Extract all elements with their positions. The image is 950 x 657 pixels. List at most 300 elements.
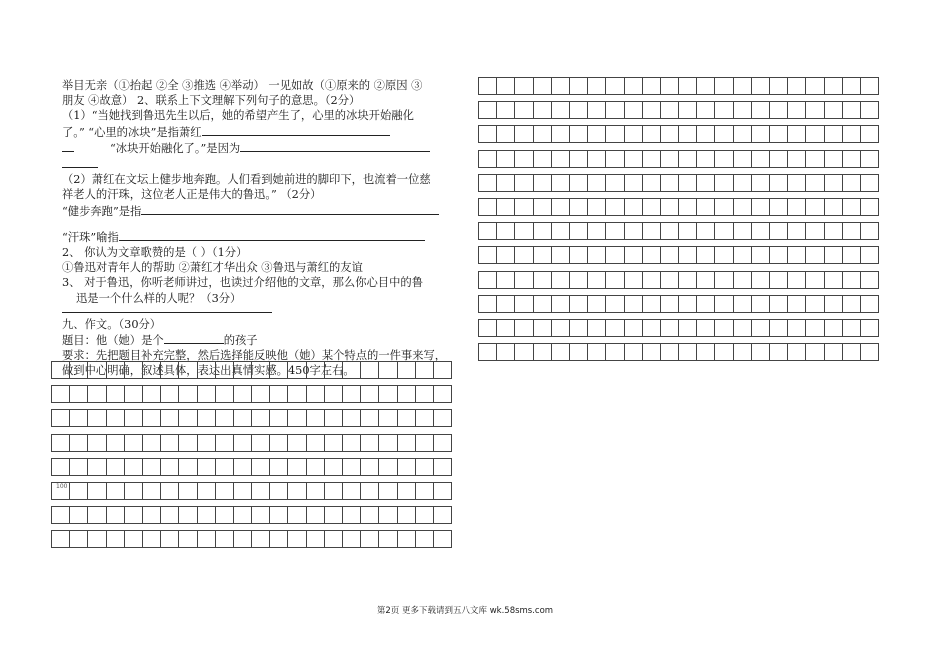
grid-cell[interactable] xyxy=(679,78,697,95)
grid-cell[interactable] xyxy=(679,150,697,167)
grid-cell[interactable] xyxy=(215,410,233,427)
grid-cell[interactable] xyxy=(733,271,751,288)
grid-cell[interactable] xyxy=(697,78,715,95)
grid-cell[interactable] xyxy=(533,295,551,312)
grid-cell[interactable] xyxy=(824,198,842,215)
grid-cell[interactable] xyxy=(733,126,751,143)
grid-cell[interactable] xyxy=(588,319,606,336)
grid-cell[interactable] xyxy=(88,458,106,475)
grid-cell[interactable] xyxy=(479,198,497,215)
grid-cell[interactable] xyxy=(106,434,124,451)
grid-cell[interactable] xyxy=(824,271,842,288)
grid-cell[interactable] xyxy=(788,223,806,240)
grid-cell[interactable] xyxy=(606,271,624,288)
grid-cell[interactable] xyxy=(415,482,433,499)
grid-cell[interactable] xyxy=(515,223,533,240)
grid-row[interactable] xyxy=(478,77,879,95)
grid-cell[interactable] xyxy=(733,198,751,215)
grid-cell[interactable] xyxy=(479,126,497,143)
grid-cell[interactable] xyxy=(569,319,587,336)
grid-cell[interactable] xyxy=(624,174,642,191)
grid-cell[interactable] xyxy=(642,247,660,264)
grid-cell[interactable] xyxy=(515,198,533,215)
grid-cell[interactable] xyxy=(733,150,751,167)
grid-cell[interactable] xyxy=(515,247,533,264)
grid-cell[interactable] xyxy=(306,507,324,524)
grid-cell[interactable] xyxy=(106,410,124,427)
grid-cell[interactable] xyxy=(806,271,824,288)
grid-cell[interactable] xyxy=(660,295,678,312)
grid-cell[interactable] xyxy=(161,362,179,379)
grid-cell[interactable] xyxy=(660,174,678,191)
grid-cell[interactable] xyxy=(788,198,806,215)
answer-blank-4[interactable] xyxy=(119,229,425,241)
grid-cell[interactable] xyxy=(252,362,270,379)
grid-cell[interactable] xyxy=(479,271,497,288)
grid-cell[interactable] xyxy=(142,531,160,548)
grid-cell[interactable] xyxy=(288,482,306,499)
grid-cell[interactable] xyxy=(569,102,587,119)
grid-cell[interactable] xyxy=(270,482,288,499)
grid-row[interactable] xyxy=(478,101,879,119)
grid-cell[interactable] xyxy=(306,386,324,403)
grid-cell[interactable] xyxy=(197,362,215,379)
grid-cell[interactable] xyxy=(161,410,179,427)
grid-cell[interactable] xyxy=(569,150,587,167)
grid-cell[interactable] xyxy=(288,386,306,403)
grid-cell[interactable] xyxy=(479,295,497,312)
grid-cell[interactable] xyxy=(179,531,197,548)
grid-cell[interactable] xyxy=(660,150,678,167)
grid-row[interactable] xyxy=(51,506,452,524)
grid-cell[interactable] xyxy=(751,223,769,240)
grid-row[interactable] xyxy=(51,458,452,476)
grid-cell[interactable] xyxy=(606,102,624,119)
grid-cell[interactable] xyxy=(197,482,215,499)
grid-cell[interactable] xyxy=(252,386,270,403)
grid-cell[interactable] xyxy=(142,362,160,379)
grid-cell[interactable] xyxy=(679,295,697,312)
grid-cell[interactable] xyxy=(606,78,624,95)
grid-cell[interactable] xyxy=(588,150,606,167)
grid-cell[interactable] xyxy=(415,458,433,475)
grid-cell[interactable] xyxy=(770,174,788,191)
grid-cell[interactable] xyxy=(751,102,769,119)
grid-cell[interactable] xyxy=(70,507,88,524)
grid-cell[interactable] xyxy=(52,362,70,379)
grid-cell[interactable] xyxy=(497,126,515,143)
grid-cell[interactable] xyxy=(379,507,397,524)
grid-cell[interactable] xyxy=(588,198,606,215)
grid-cell[interactable] xyxy=(52,458,70,475)
grid-cell[interactable] xyxy=(397,531,415,548)
grid-cell[interactable] xyxy=(497,198,515,215)
grid-cell[interactable] xyxy=(270,434,288,451)
grid-cell[interactable] xyxy=(142,386,160,403)
grid-row[interactable] xyxy=(51,361,452,379)
grid-cell[interactable] xyxy=(697,271,715,288)
grid-cell[interactable] xyxy=(88,362,106,379)
grid-cell[interactable] xyxy=(306,482,324,499)
grid-cell[interactable] xyxy=(860,223,878,240)
grid-cell[interactable] xyxy=(343,482,361,499)
grid-cell[interactable] xyxy=(806,344,824,361)
grid-cell[interactable] xyxy=(197,386,215,403)
grid-cell[interactable] xyxy=(415,362,433,379)
grid-cell[interactable] xyxy=(179,362,197,379)
grid-cell[interactable] xyxy=(479,223,497,240)
grid-cell[interactable] xyxy=(606,223,624,240)
grid-cell[interactable] xyxy=(124,531,142,548)
grid-cell[interactable] xyxy=(860,102,878,119)
grid-cell[interactable] xyxy=(361,507,379,524)
grid-cell[interactable] xyxy=(397,507,415,524)
grid-cell[interactable] xyxy=(106,386,124,403)
grid-cell[interactable] xyxy=(306,362,324,379)
grid-cell[interactable] xyxy=(824,223,842,240)
grid-cell[interactable] xyxy=(515,271,533,288)
grid-cell[interactable] xyxy=(179,507,197,524)
grid-cell[interactable] xyxy=(697,102,715,119)
grid-row[interactable] xyxy=(478,319,879,337)
grid-cell[interactable] xyxy=(751,295,769,312)
grid-cell[interactable] xyxy=(860,78,878,95)
grid-cell[interactable] xyxy=(606,247,624,264)
grid-cell[interactable] xyxy=(533,78,551,95)
grid-cell[interactable] xyxy=(288,507,306,524)
grid-cell[interactable] xyxy=(288,434,306,451)
grid-cell[interactable] xyxy=(860,150,878,167)
grid-cell[interactable] xyxy=(770,198,788,215)
grid-cell[interactable] xyxy=(70,458,88,475)
grid-cell[interactable] xyxy=(569,295,587,312)
grid-cell[interactable] xyxy=(515,150,533,167)
grid-cell[interactable] xyxy=(324,458,342,475)
grid-cell[interactable] xyxy=(142,507,160,524)
grid-cell[interactable] xyxy=(606,150,624,167)
grid-cell[interactable] xyxy=(679,271,697,288)
grid-cell[interactable] xyxy=(142,482,160,499)
grid-cell[interactable] xyxy=(733,174,751,191)
grid-cell[interactable] xyxy=(324,482,342,499)
grid-cell[interactable] xyxy=(842,126,860,143)
grid-cell[interactable] xyxy=(697,295,715,312)
grid-row[interactable] xyxy=(478,271,879,289)
grid-cell[interactable] xyxy=(52,410,70,427)
grid-cell[interactable] xyxy=(306,410,324,427)
grid-cell[interactable] xyxy=(751,126,769,143)
grid-cell[interactable] xyxy=(533,174,551,191)
grid-row[interactable] xyxy=(478,174,879,192)
grid-cell[interactable] xyxy=(806,223,824,240)
grid-cell[interactable] xyxy=(842,247,860,264)
grid-cell[interactable] xyxy=(142,458,160,475)
grid-cell[interactable] xyxy=(124,507,142,524)
grid-cell[interactable] xyxy=(52,386,70,403)
grid-cell[interactable] xyxy=(397,458,415,475)
grid-cell[interactable] xyxy=(660,198,678,215)
grid-cell[interactable] xyxy=(842,150,860,167)
grid-cell[interactable] xyxy=(751,247,769,264)
grid-cell[interactable] xyxy=(751,319,769,336)
grid-cell[interactable] xyxy=(751,150,769,167)
grid-cell[interactable] xyxy=(842,78,860,95)
grid-cell[interactable] xyxy=(770,102,788,119)
grid-cell[interactable] xyxy=(233,434,251,451)
grid-cell[interactable] xyxy=(270,386,288,403)
grid-cell[interactable] xyxy=(533,271,551,288)
grid-cell[interactable] xyxy=(569,78,587,95)
grid-cell[interactable] xyxy=(479,150,497,167)
grid-cell[interactable] xyxy=(751,78,769,95)
grid-cell[interactable] xyxy=(497,78,515,95)
grid-cell[interactable] xyxy=(288,410,306,427)
grid-cell[interactable] xyxy=(788,271,806,288)
grid-cell[interactable] xyxy=(733,247,751,264)
grid-cell[interactable] xyxy=(806,198,824,215)
grid-cell[interactable] xyxy=(433,386,451,403)
grid-cell[interactable] xyxy=(215,362,233,379)
grid-cell[interactable] xyxy=(788,102,806,119)
grid-cell[interactable] xyxy=(124,458,142,475)
grid-cell[interactable] xyxy=(106,482,124,499)
grid-cell[interactable] xyxy=(479,247,497,264)
grid-cell[interactable] xyxy=(860,247,878,264)
grid-cell[interactable] xyxy=(551,126,569,143)
grid-cell[interactable] xyxy=(324,362,342,379)
grid-cell[interactable] xyxy=(660,78,678,95)
grid-cell[interactable] xyxy=(379,410,397,427)
grid-cell[interactable] xyxy=(161,531,179,548)
grid-cell[interactable] xyxy=(288,531,306,548)
grid-cell[interactable] xyxy=(715,78,733,95)
grid-cell[interactable] xyxy=(806,78,824,95)
grid-cell[interactable] xyxy=(733,102,751,119)
grid-cell[interactable] xyxy=(497,174,515,191)
grid-cell[interactable] xyxy=(770,295,788,312)
grid-cell[interactable] xyxy=(588,78,606,95)
grid-cell[interactable] xyxy=(415,410,433,427)
grid-row[interactable] xyxy=(478,343,879,361)
grid-cell[interactable] xyxy=(660,247,678,264)
grid-cell[interactable] xyxy=(361,386,379,403)
grid-cell[interactable] xyxy=(497,344,515,361)
essay-title-blank[interactable] xyxy=(164,332,224,344)
writing-grid-right[interactable] xyxy=(478,77,879,367)
grid-cell[interactable] xyxy=(660,126,678,143)
grid-cell[interactable] xyxy=(415,507,433,524)
grid-cell[interactable] xyxy=(642,126,660,143)
grid-cell[interactable] xyxy=(70,482,88,499)
grid-cell[interactable] xyxy=(806,150,824,167)
grid-cell[interactable] xyxy=(70,434,88,451)
grid-cell[interactable] xyxy=(233,531,251,548)
grid-cell[interactable] xyxy=(379,482,397,499)
grid-cell[interactable] xyxy=(770,271,788,288)
grid-cell[interactable] xyxy=(788,174,806,191)
grid-cell[interactable] xyxy=(697,198,715,215)
grid-cell[interactable] xyxy=(533,198,551,215)
grid-cell[interactable] xyxy=(88,507,106,524)
grid-cell[interactable] xyxy=(324,531,342,548)
grid-cell[interactable] xyxy=(715,319,733,336)
grid-cell[interactable] xyxy=(697,247,715,264)
grid-cell[interactable] xyxy=(551,174,569,191)
grid-row[interactable] xyxy=(51,434,452,452)
grid-cell[interactable] xyxy=(860,295,878,312)
grid-cell[interactable] xyxy=(52,434,70,451)
grid-cell[interactable] xyxy=(515,126,533,143)
grid-cell[interactable] xyxy=(379,458,397,475)
grid-cell[interactable] xyxy=(215,531,233,548)
grid-cell[interactable] xyxy=(806,174,824,191)
grid-cell[interactable] xyxy=(161,458,179,475)
grid-cell[interactable] xyxy=(860,344,878,361)
grid-cell[interactable] xyxy=(642,295,660,312)
grid-cell[interactable] xyxy=(770,223,788,240)
grid-cell[interactable] xyxy=(52,531,70,548)
grid-cell[interactable] xyxy=(788,126,806,143)
grid-cell[interactable] xyxy=(270,362,288,379)
grid-cell[interactable] xyxy=(824,319,842,336)
grid-cell[interactable] xyxy=(733,295,751,312)
grid-row[interactable] xyxy=(478,222,879,240)
grid-cell[interactable] xyxy=(770,126,788,143)
grid-row[interactable] xyxy=(478,295,879,313)
grid-cell[interactable] xyxy=(569,126,587,143)
answer-line-5[interactable] xyxy=(62,312,272,313)
grid-cell[interactable] xyxy=(624,295,642,312)
grid-cell[interactable] xyxy=(215,458,233,475)
grid-cell[interactable] xyxy=(88,434,106,451)
answer-blank-2b[interactable] xyxy=(62,156,98,168)
grid-cell[interactable] xyxy=(215,434,233,451)
grid-cell[interactable] xyxy=(161,386,179,403)
grid-cell[interactable] xyxy=(479,319,497,336)
grid-cell[interactable] xyxy=(233,362,251,379)
grid-cell[interactable] xyxy=(679,174,697,191)
grid-cell[interactable] xyxy=(197,458,215,475)
grid-cell[interactable] xyxy=(124,434,142,451)
grid-cell[interactable] xyxy=(306,458,324,475)
grid-cell[interactable] xyxy=(860,126,878,143)
grid-cell[interactable] xyxy=(324,434,342,451)
grid-cell[interactable] xyxy=(70,386,88,403)
grid-cell[interactable] xyxy=(252,410,270,427)
grid-cell[interactable] xyxy=(497,295,515,312)
grid-row[interactable] xyxy=(478,246,879,264)
grid-cell[interactable] xyxy=(642,174,660,191)
grid-cell[interactable] xyxy=(697,319,715,336)
grid-cell[interactable] xyxy=(215,386,233,403)
grid-cell[interactable] xyxy=(606,198,624,215)
grid-row[interactable] xyxy=(51,530,452,548)
grid-cell[interactable] xyxy=(806,247,824,264)
grid-cell[interactable] xyxy=(233,482,251,499)
grid-cell[interactable] xyxy=(788,150,806,167)
grid-cell[interactable] xyxy=(88,386,106,403)
grid-cell[interactable] xyxy=(715,174,733,191)
grid-cell[interactable] xyxy=(660,271,678,288)
grid-cell[interactable] xyxy=(642,150,660,167)
answer-blank-1b[interactable] xyxy=(62,140,74,152)
grid-cell[interactable] xyxy=(806,319,824,336)
grid-cell[interactable] xyxy=(343,458,361,475)
grid-cell[interactable] xyxy=(824,126,842,143)
grid-cell[interactable] xyxy=(551,150,569,167)
grid-cell[interactable] xyxy=(70,410,88,427)
grid-cell[interactable] xyxy=(161,507,179,524)
grid-cell[interactable] xyxy=(606,126,624,143)
grid-cell[interactable] xyxy=(806,126,824,143)
grid-cell[interactable] xyxy=(433,531,451,548)
grid-cell[interactable] xyxy=(824,78,842,95)
grid-cell[interactable] xyxy=(343,507,361,524)
grid-cell[interactable] xyxy=(52,507,70,524)
grid-cell[interactable] xyxy=(842,198,860,215)
grid-cell[interactable] xyxy=(124,362,142,379)
grid-cell[interactable] xyxy=(569,198,587,215)
grid-cell[interactable] xyxy=(397,362,415,379)
grid-cell[interactable] xyxy=(733,223,751,240)
grid-cell[interactable] xyxy=(497,102,515,119)
grid-cell[interactable] xyxy=(252,482,270,499)
grid-cell[interactable] xyxy=(533,150,551,167)
grid-cell[interactable] xyxy=(824,295,842,312)
grid-cell[interactable] xyxy=(624,150,642,167)
grid-cell[interactable] xyxy=(588,271,606,288)
grid-cell[interactable] xyxy=(606,344,624,361)
grid-cell[interactable] xyxy=(751,271,769,288)
grid-cell[interactable] xyxy=(697,174,715,191)
grid-cell[interactable] xyxy=(88,410,106,427)
grid-cell[interactable] xyxy=(515,295,533,312)
grid-cell[interactable] xyxy=(606,174,624,191)
grid-cell[interactable] xyxy=(824,174,842,191)
grid-cell[interactable] xyxy=(660,319,678,336)
grid-cell[interactable] xyxy=(551,223,569,240)
grid-cell[interactable] xyxy=(624,102,642,119)
grid-cell[interactable] xyxy=(343,362,361,379)
grid-cell[interactable] xyxy=(306,434,324,451)
grid-cell[interactable] xyxy=(588,344,606,361)
grid-row[interactable] xyxy=(478,125,879,143)
grid-cell[interactable] xyxy=(788,319,806,336)
grid-cell[interactable] xyxy=(588,247,606,264)
grid-cell[interactable] xyxy=(197,531,215,548)
grid-cell[interactable] xyxy=(397,434,415,451)
grid-cell[interactable] xyxy=(733,319,751,336)
grid-cell[interactable] xyxy=(751,174,769,191)
grid-row[interactable] xyxy=(51,385,452,403)
grid-cell[interactable] xyxy=(551,295,569,312)
grid-cell[interactable] xyxy=(660,344,678,361)
grid-cell[interactable] xyxy=(679,319,697,336)
grid-cell[interactable] xyxy=(361,531,379,548)
grid-cell[interactable] xyxy=(497,150,515,167)
grid-row[interactable] xyxy=(478,150,879,168)
grid-cell[interactable] xyxy=(361,362,379,379)
grid-cell[interactable] xyxy=(788,78,806,95)
grid-cell[interactable] xyxy=(679,102,697,119)
grid-cell[interactable] xyxy=(788,344,806,361)
grid-cell[interactable] xyxy=(88,482,106,499)
grid-cell[interactable] xyxy=(824,344,842,361)
grid-cell[interactable] xyxy=(233,410,251,427)
grid-cell[interactable] xyxy=(642,102,660,119)
grid-cell[interactable] xyxy=(433,507,451,524)
grid-cell[interactable] xyxy=(551,319,569,336)
